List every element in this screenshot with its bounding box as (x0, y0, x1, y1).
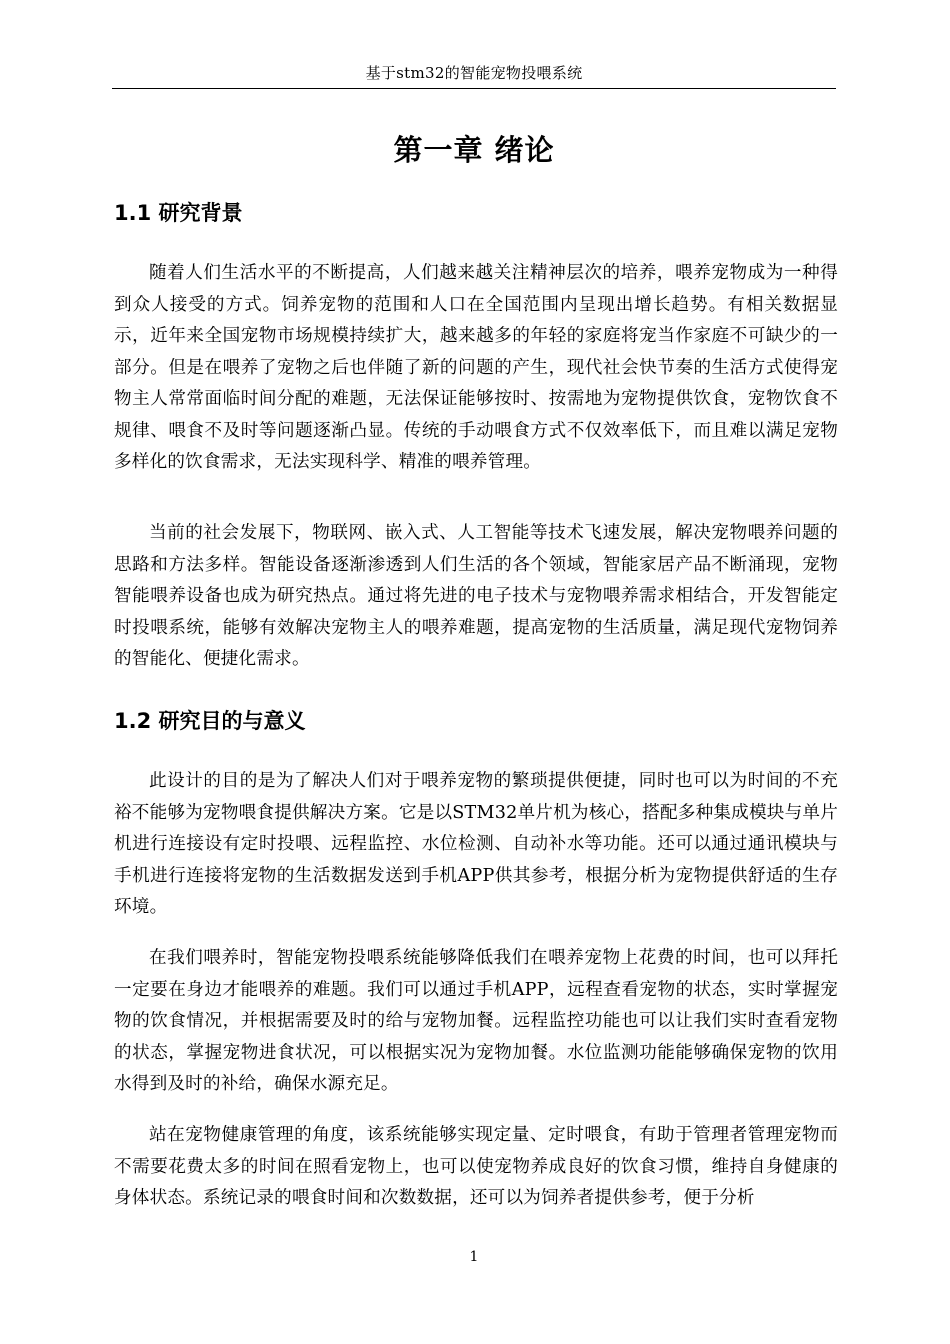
running-header: 基于stm32的智能宠物投喂系统 (365, 64, 583, 82)
chapter-title: 第一章 绪论 (393, 133, 555, 167)
paragraph: 站在宠物健康管理的角度，该系统能够实现定量、定时喂食，有助于管理者管理宠物而不需要花费太多的时间在照看宠物上，也可以使宠物养成良好的饮食习惯，维持自身健康的身体状态。系统记录的喂食时间和次数数据，还可以为饲养者提供参考，便于分析 (114, 1125, 838, 1208)
section-heading-purpose-significance: 1.2 研究目的与意义 (114, 709, 306, 733)
paragraph: 随着人们生活水平的不断提高，人们越来越关注精神层次的培养，喂养宠物成为一种得到众人接受的方式。饲养宠物的范围和人口在全国范围内呈现出增长趋势。有相关数据显示，近年来全国宠物市场规模持续扩大，越来越多的年轻的家庭将宠当作家庭不可缺少的一部分。但是在喂养了宠物之后也伴随了新的问题的产生，现代社会快节奏的生活方式使得宠物主人常常面临时间分配的难题，无法保证能够按时、按需地为宠物提供饮食，宠物饮食不规律、喂食不及时等问题逐渐凸显。传统的手动喂食方式不仅效率低下，而且难以满足宠物多样化的饮食需求，无法实现科学、精准的喂养管理。 (114, 263, 838, 472)
header-divider (112, 88, 836, 89)
paragraph: 此设计的目的是为了解决人们对于喂养宠物的繁琐提供便捷，同时也可以为时间的不充裕不能够为宠物喂食提供解决方案。它是以STM32单片机为核心，搭配多种集成模块与单片机进行连接设有定时投喂、远程监控、水位检测、自动补水等功能。还可以通过通讯模块与手机进行连接将宠物的生活数据发送到手机APP供其参考，根据分析为宠物提供舒适的生存环境。 (114, 771, 838, 917)
paragraph: 当前的社会发展下，物联网、嵌入式、人工智能等技术飞速发展，解决宠物喂养问题的思路和方法多样。智能设备逐渐渗透到人们生活的各个领域，智能家居产品不断涌现，宠物智能喂养设备也成为研究热点。通过将先进的电子技术与宠物喂养需求相结合，开发智能定时投喂系统，能够有效解决宠物主人的喂养难题，提高宠物的生活质量，满足现代宠物饲养的智能化、便捷化需求。 (114, 523, 838, 669)
page-number: 1 (469, 1249, 479, 1265)
paragraph: 在我们喂养时，智能宠物投喂系统能够降低我们在喂养宠物上花费的时间，也可以拜托一定要在身边才能喂养的难题。我们可以通过手机APP，远程查看宠物的状态，实时掌握宠物的饮食情况，并根据需要及时的给与宠物加餐。远程监控功能也可以让我们实时查看宠物的状态，掌握宠物进食状况，可以根据实况为宠物加餐。水位监测功能能够确保宠物的饮用水得到及时的补给，确保水源充足。 (114, 948, 838, 1094)
section-heading-research-background: 1.1 研究背景 (114, 201, 243, 225)
